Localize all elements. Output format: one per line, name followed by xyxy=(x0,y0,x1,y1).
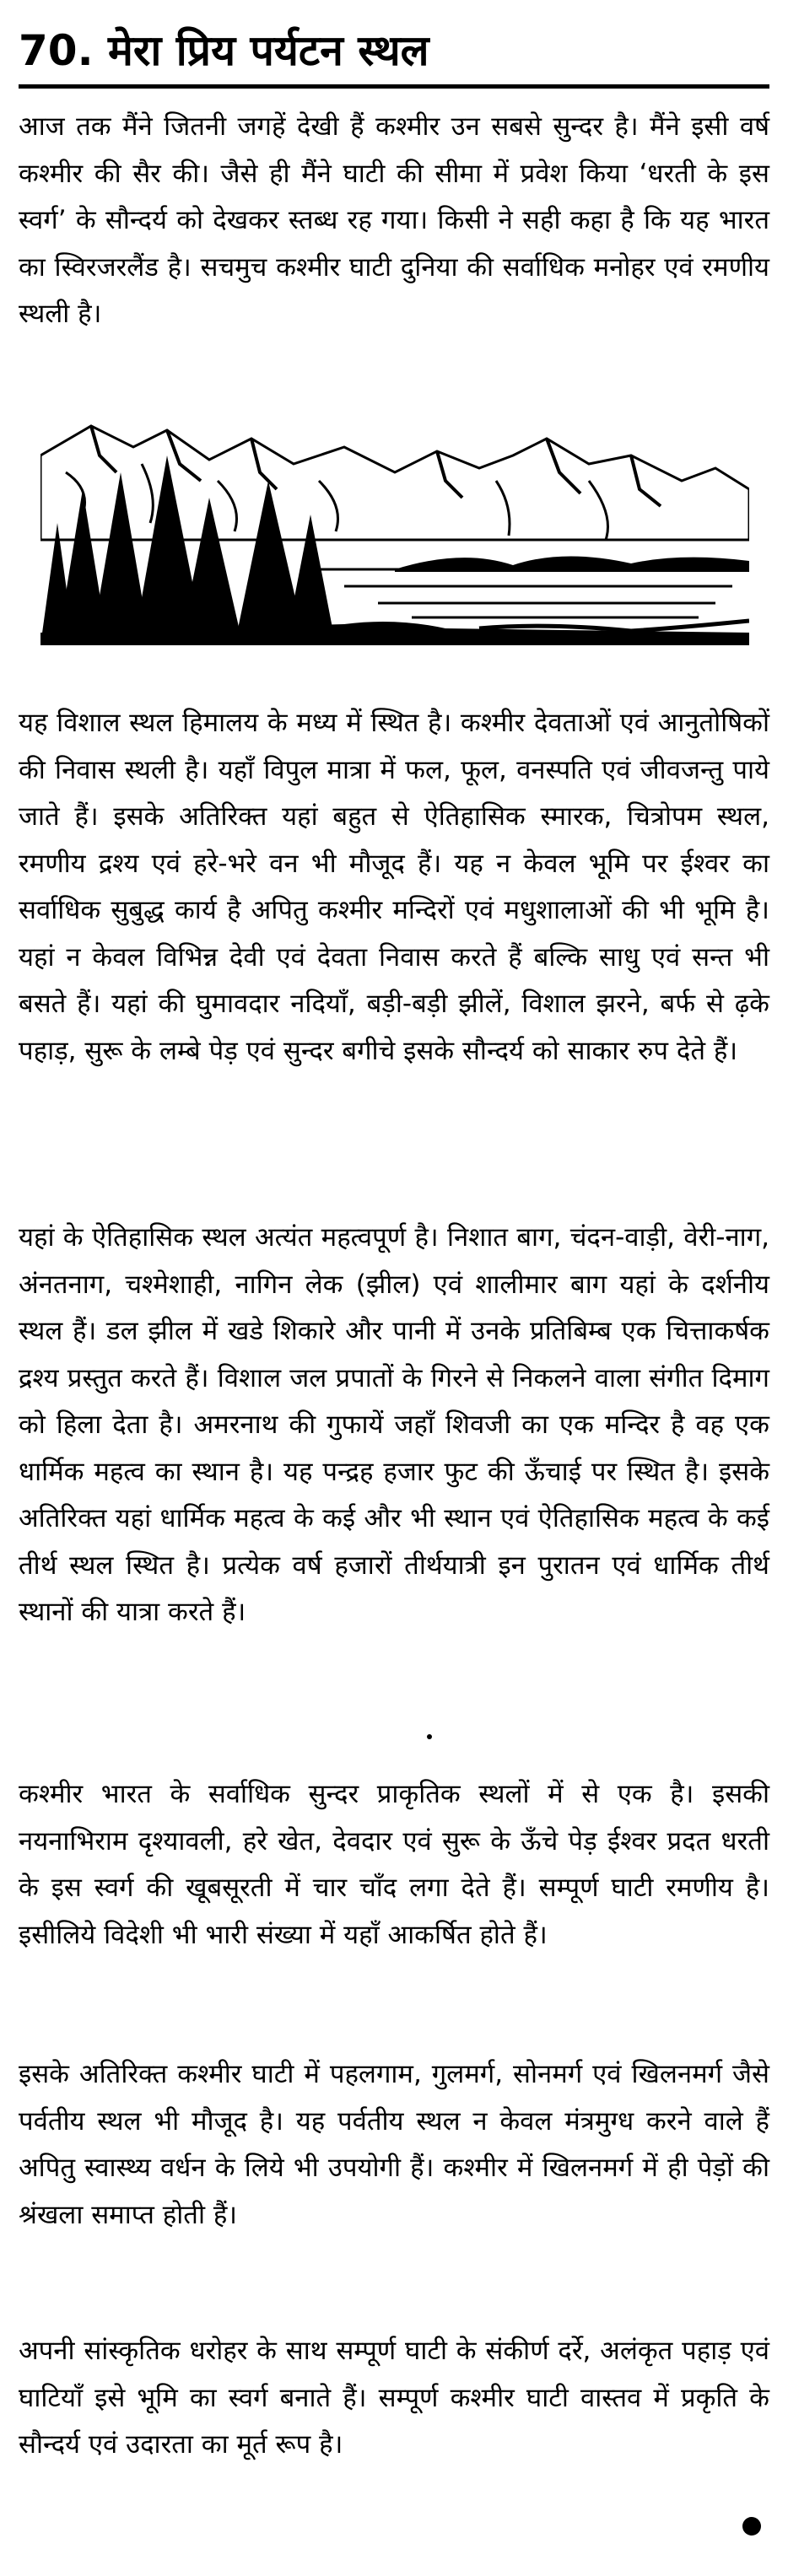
stray-mark xyxy=(427,1734,432,1739)
paragraph-4: कश्मीर भारत के सर्वाधिक सुन्दर प्राकृतिक स्थलों में से एक है। इसकी नयनाभिराम दृश्यावली, हरे खेत, देवदार एवं सुरू के ऊँचे पेड़ ईश्वर प्रदत धरती के इस स्वर्ग की खूबसूरती में चार चाँद लगा देते हैं। सम्पूर्ण घाटी रमणीय है। इसीलिये विदेशी भी भारी संख्या में यहाँ आकर्षित होते हैं। xyxy=(19,1779,769,1950)
page-title: 70. मेरा प्रिय पर्यटन स्थल xyxy=(19,26,429,75)
paragraph-5: इसके अतिरिक्त कश्मीर घाटी में पहलगाम, गुलमर्ग, सोनमर्ग एवं खिलनमर्ग जैसे पर्वतीय स्थल भी मौजूद है। यह पर्वतीय स्थल न केवल मंत्रमुग्ध करने वाले हैं अपितु स्वास्थ्य वर्धन के लिये भी उपयोगी हैं। कश्मीर में खिलनमर्ग में ही पेड़ों की श्रंखला समाप्त होती हैं। xyxy=(19,2059,769,2230)
far-shore xyxy=(395,556,749,572)
mountain-range xyxy=(40,426,749,540)
paragraph-2: यह विशाल स्थल हिमालय के मध्य में स्थित है। कश्मीर देवताओं एवं आनुतोषिकों की निवास स्थली है। यहाँ विपुल मात्रा में फल, फूल, वनस्पति एवं जीवजन्तु पाये जाते हैं। इसके अतिरिक्त यहां बहुत से ऐतिहासिक स्मारक, चित्रोपम स्थल, रमणीय द्रश्य एवं हरे-भरे वन भी मौजूद हैं। यह न केवल भूमि पर ईश्वर का सर्वाधिक सुबुद्ध कार्य है अपितु कश्मीर मन्दिरों एवं मधुशालाओं की भी भूमि है। यहां न केवल विभिन्न देवी एवं देवता निवास करते हैं बल्कि साधु एवं सन्त भी बसते हैं। यहां की घुमावदार नदियाँ, बड़ी-बड़ी झीलें, विशाल झरने, बर्फ से ढ़के पहाड़, सुरू के लम्बे पेड़ एवं सुन्दर बगीचे इसके सौन्दर्य को साकार रुप देते हैं। xyxy=(19,708,769,1066)
paragraph-3: यहां के ऐतिहासिक स्थल अत्यंत महत्वपूर्ण है। निशात बाग, चंदन-वाड़ी, वेरी-नाग, अंनतनाग, चश्मेशाही, नागिन लेक (झील) एवं शालीमार बाग यहां के दर्शनीय स्थल हैं। डल झील में खडे शिकारे और पानी में उनके प्रतिबिम्ब एक चित्ताकर्षक द्रश्य प्रस्तुत करते हैं। विशाल जल प्रपातों के गिरने से निकलने वाला संगीत दिमाग को हिला देता है। अमरनाथ की गुफायें जहाँ शिवजी का एक मन्दिर है वह एक धार्मिक महत्व का स्थान है। यह पन्द्रह हजार फुट की ऊँचाई पर स्थित है। इसके अतिरिक्त यहां धार्मिक महत्व के कई और भी स्थान एवं ऐतिहासिक महत्व के कई तीर्थ स्थल स्थित है। प्रत्येक वर्ष हजारों तीर्थयात्री इन पुरातन एवं धार्मिक तीर्थ स्थानों की यात्रा करते हैं। xyxy=(19,1222,769,1627)
end-bullet-icon xyxy=(742,2517,761,2536)
mountain-landscape-illustration xyxy=(40,422,749,645)
title-block xyxy=(19,25,769,89)
paragraph-1: आज तक मैंने जितनी जगहें देखी हैं कश्मीर उन सबसे सुन्दर है। मैंने इसी वर्ष कश्मीर की सैर की। जैसे ही मैंने घाटी की सीमा में प्रवेश किया ‘धरती के इस स्वर्ग’ के सौन्दर्य को देखकर स्तब्ध रह गया। किसी ने सही कहा है कि यह भारत का स्विरजरलैंड है। सचमुच कश्मीर घाटी दुनिया की सर्वाधिक मनोहर एवं रमणीय स्थली है। xyxy=(19,111,769,329)
paragraph-6: अपनी सांस्कृतिक धरोहर के साथ सम्पूर्ण घाटी के संकीर्ण दर्रे, अलंकृत पहाड़ एवं घाटियाँ इसे भूमि का स्वर्ग बनाते हैं। सम्पूर्ण कश्मीर घाटी वास्तव में प्रकृति के सौन्दर्य एवं उदारता का मूर्त रूप है। xyxy=(19,2336,769,2460)
